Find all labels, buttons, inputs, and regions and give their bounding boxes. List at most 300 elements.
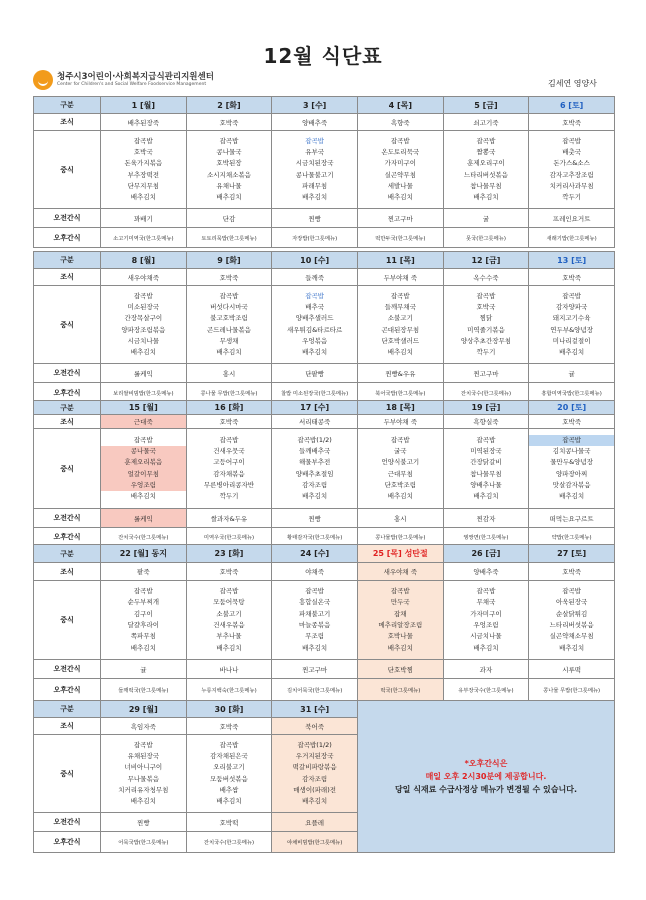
day-label: 구분 [34,701,101,718]
pm-snack-cell: 황태감자국(한그릇메뉴) [272,528,358,547]
pm-snack-label: 오후간식 [34,679,101,701]
pm-snack-label: 오후간식 [34,383,101,403]
pm-snack-cell: 콩나물밥(한그릇메뉴) [357,528,443,547]
menu-item: 우엉조림 [473,621,499,629]
menu-item: 얼갈이무침 [101,469,186,480]
day-label: 구분 [34,545,101,563]
menu-item: 만두국 [390,598,410,607]
porridge-cell: 호박죽 [186,415,272,429]
menu-item: 새우튀김&타르타르 [286,325,343,334]
menu-item: 배추김치 [302,348,328,357]
menu-item: 배추김치 [559,643,585,652]
pm-snack-cell: 흥합미역국밥(한그릇메뉴) [529,383,615,403]
menu-item: 콩나물국 [101,446,186,457]
lunch-label: 중식 [34,286,101,364]
menu-item: 깍두기 [476,348,496,357]
menu-item: 양배추초절임 [295,469,334,478]
lunch-cell [443,286,529,364]
menu-item: 치커리사과무침 [549,181,594,190]
notice-line-3: 당일 식재료 수급사정상 메뉴가 변경될 수 있습니다. [394,785,577,794]
am-snack-cell: 찐빵 [272,209,358,228]
menu-item: 달걀후라이 [127,621,160,629]
lunch-cell [186,286,272,364]
porridge-cell: 야채죽 [272,563,358,581]
am-snack-cell: 찐감자 [443,509,529,528]
lunch-cell [529,286,615,364]
menu-item: 잡곡밥 [219,435,239,444]
lunch-cell [357,429,443,509]
menu-item: 잡곡밥 [133,291,153,300]
day-header: 2 [화] [186,97,272,114]
day-header-saturday: 13 [토] [529,252,615,269]
menu-item: 온도토리묵국 [381,147,420,156]
menu-item: 근대무침 [387,469,413,478]
day-label: 구분 [34,401,101,415]
day-header-holiday: 25 [목] 성탄절 [357,545,443,563]
menu-item: 파채불고기 [298,609,331,618]
lunch-cell [357,131,443,209]
lunch-cell [529,581,615,660]
pm-snack-cell: 콩나물 무밥(한그릇메뉴) [186,383,272,403]
porridge-cell: 호박죽 [186,269,272,286]
menu-item: 건새우뭇국 [213,446,245,455]
menu-item: 배추김치 [559,348,585,357]
day-header: 10 [수] [272,252,358,269]
porridge-cell: 호박죽 [529,415,615,429]
menu-item: 단호박샐러드 [381,336,420,345]
day-header: 4 [목] [357,97,443,114]
org-name: 청주시3어린이·사회복지급식관리지원센터 [57,72,214,82]
porridge-cell: 흑향실죽 [443,415,529,429]
menu-item: 호박국 [476,302,496,311]
am-snack-cell: 롤케익 [101,509,187,528]
menu-item: 무채국 [476,598,496,607]
day-header: 16 [화] [186,401,272,415]
menu-item: 모둠어묵탕 [213,598,245,607]
week-3-table [33,400,615,547]
menu-item: 부추나물 [216,632,242,641]
lunch-cell [186,581,272,660]
menu-item: 소시지채소볶음 [207,170,251,179]
week-1-table [33,96,615,248]
menu-item: 우거지된장국 [295,751,334,760]
menu-item: 너비아니구이 [124,763,163,772]
day-header: 12 [금] [443,252,529,269]
lunch-cell [529,429,615,509]
pm-snack-cell: 새래기밥(한그릇메뉴) [529,228,615,248]
menu-item: 순살닭튀김 [555,609,588,618]
menu-item: 배추김치 [130,348,156,357]
am-snack-cell: 쌀과자&두유 [186,509,272,528]
am-snack-cell: 단감 [186,209,272,228]
menu-item: 배추김치 [216,797,242,806]
pm-snack-cell: 잔치국수(한그릇메뉴) [443,383,529,403]
pm-snack-cell: 김치어묵국(한그릇메뉴) [272,679,358,701]
menu-item: 미나리겉절이 [552,336,591,345]
am-snack-cell: 찐고구마 [443,364,529,383]
day-header-saturday: 6 [토] [529,97,615,114]
lunch-cell [529,131,615,209]
menu-item: 잡곡밥 [305,291,325,300]
menu-item: 잡곡밥 [305,136,325,145]
lunch-cell [272,286,358,364]
day-header: 24 [수] [272,545,358,563]
menu-item: 세발나물 [387,181,413,190]
day-header: 1 [월] [101,97,187,114]
day-header: 18 [목] [357,401,443,415]
porridge-cell: 흑향죽 [357,114,443,131]
menu-item: 가자미구이 [384,159,416,168]
menu-item: 감자조림 [302,480,328,489]
day-header: 27 [토] [529,545,615,563]
am-snack-cell: 찐빵 [272,509,358,528]
menu-item: 마늘종볶음 [298,621,331,629]
menu-item: 양배추샐러드 [295,314,334,323]
menu-item: 건새우볶음 [213,621,245,629]
lunch-label: 중식 [34,581,101,660]
porridge-label: 조식 [34,114,101,131]
menu-item: 시금치나물 [127,336,160,345]
dietitian-name: 김세연 영양사 [548,79,597,88]
day-header: 15 [월] [101,401,187,415]
menu-item: 고등어구이 [213,458,245,467]
lunch-cell [357,286,443,364]
menu-item: 감자채된은국 [210,751,248,760]
menu-item: 치커리유자청무침 [118,785,169,794]
menu-item: 배추김치 [302,643,328,652]
pm-snack-cell: 야채비빔밥(한그릇메뉴) [272,832,358,853]
pm-snack-cell: 못국(한그릇메뉴) [443,228,529,248]
lunch-cell [272,131,358,209]
menu-item: 호박된장 [216,159,242,168]
org-subtitle: Center for Children's and Social Welfare Foodservice Management [57,82,207,87]
menu-item: 양파장조림볶음 [121,325,166,334]
menu-item: 간장목살구이 [124,314,163,323]
day-label: 구분 [34,97,101,114]
menu-item: 잡곡밥 [390,136,410,145]
menu-item: 아욱된장국 [555,598,588,607]
lunch-label: 중식 [34,735,101,813]
am-snack-label: 오전간식 [34,364,101,383]
menu-item: 우엉볶음 [302,336,328,345]
porridge-cell: 서리태콩죽 [272,415,358,429]
menu-item: 물만두&양념장 [550,458,594,467]
menu-item: 맛살감자볶음 [552,480,591,489]
menu-item: 잡곡밥 [133,136,153,145]
porridge-cell: 흑임자죽 [101,718,187,735]
menu-item: 곤드레나물볶음 [207,325,251,334]
porridge-cell: 양배추죽 [443,563,529,581]
lunch-cell [186,735,272,813]
pm-snack-label: 오후간식 [34,832,101,853]
menu-item: 잡곡밥 [476,435,496,444]
menu-item: 오리불고기 [213,763,245,772]
menu-item: 배추김치 [130,643,156,652]
am-snack-cell: 호박떡 [186,813,272,832]
pm-snack-cell: 보리쌀비빔밥(한그릇메뉴) [101,383,187,403]
menu-item: 미역된장국 [470,446,502,455]
notice-box [357,701,614,853]
menu-item: 흥합실온국 [298,598,331,607]
lunch-label: 중식 [34,131,101,209]
menu-item: 순두부찌개 [127,598,160,607]
lunch-cell [101,286,187,364]
menu-item: 시금치된장국 [295,159,334,168]
menu-item: 유채된장국 [127,751,160,760]
day-header: 31 [수] [272,701,358,718]
pm-snack-cell: 유부장국수(한그릇메뉴) [443,679,529,701]
pm-snack-cell: 소고기미역국(한그릇메뉴) [101,228,187,248]
menu-item: 배추국 [305,302,325,311]
pm-snack-cell: 잔치국수(한그릇메뉴) [101,528,187,547]
menu-item: 돈가스&소스 [553,159,590,168]
porridge-cell: 쇠고기죽 [443,114,529,131]
menu-item: 소불고기 [387,314,413,323]
notice-line-2: 매일 오후 2시30분에 제공합니다. [425,772,547,781]
menu-item: 실곤약채소무침 [549,632,594,641]
menu-item: 배추김치 [216,643,242,652]
menu-item: 배추김치 [387,348,413,357]
day-header: 17 [수] [272,401,358,415]
pm-snack-cell: 토토리묵밥(한그릇메뉴) [186,228,272,248]
am-snack-label: 오전간식 [34,209,101,228]
week-5-table [33,700,615,853]
pm-snack-cell: 자장밥(한그릇메뉴) [272,228,358,248]
menu-item: 떡갈비파랑볶음 [292,763,337,772]
menu-item: 우엉조림 [101,480,186,491]
menu-item: 굴국 [394,446,407,455]
menu-item: 배추김치 [473,492,499,501]
menu-item: 소불고기 [216,609,242,618]
lunch-cell [443,429,529,509]
am-snack-cell: 귤 [529,364,615,383]
day-header: 19 [금] [443,401,529,415]
day-header: 30 [화] [186,701,272,718]
menu-item: 무조림 [305,632,325,641]
week-2-table [33,251,615,403]
porridge-cell: 근대죽 [101,415,187,429]
am-snack-cell: 시루떡 [529,660,615,679]
porridge-cell: 팥죽 [101,563,187,581]
am-snack-cell: 바나나 [186,660,272,679]
menu-item: 잡곡밥(1/2) [297,740,332,749]
porridge-cell: 호박죽 [186,114,272,131]
menu-item: 모둠버섯볶음 [210,774,248,783]
am-snack-cell: 귤 [443,209,529,228]
porridge-label: 조식 [34,415,101,429]
page-title: 12월 식단표 [263,44,383,68]
porridge-cell: 호박죽 [186,563,272,581]
menu-item: 잡곡밥 [562,291,582,300]
menu-item: 배추김치 [130,797,156,806]
menu-item: 김치콩나물국 [552,446,591,455]
org-logo [33,70,214,90]
porridge-cell: 두부야채 죽 [357,269,443,286]
menu-item: 잡곡밥 [529,435,614,446]
menu-item: 콩나물불고기 [295,170,334,179]
menu-item: 간장닭갈비 [470,458,502,467]
menu-item: 배추쌈 [219,785,239,794]
menu-item: 잡채 [394,609,407,618]
day-header: 26 [금] [443,545,529,563]
menu-item: 배춧국 [562,147,582,156]
day-header: 8 [월] [101,252,187,269]
menu-item: 무생채 [219,336,239,345]
menu-item: 느타리버섯볶음 [463,170,508,179]
menu-item: 배추김치 [130,193,156,202]
pm-snack-cell: 어묵국밥(한그릇메뉴) [101,832,187,853]
menu-item: 잡곡밥 [390,435,410,444]
am-snack-label: 오전간식 [34,813,101,832]
menu-item: 훈제오리볶음 [101,457,186,468]
menu-item: 짬뽕국 [476,147,496,156]
pm-snack-label: 오후간식 [34,528,101,547]
day-header: 29 [월] [101,701,187,718]
menu-item: 곤대된장무침 [381,325,420,334]
menu-item: 유채나물 [216,181,242,190]
menu-item: 깍두기 [562,193,582,202]
menu-item: 불고호박조림 [210,314,248,323]
menu-item: 잡곡밥 [219,587,239,596]
menu-item: 양배추나물 [470,480,502,489]
am-snack-cell: 찐빵 [101,813,187,832]
menu-item: 잡곡밥(1/2) [297,435,332,444]
lunch-cell [443,131,529,209]
pm-snack-cell: 떡국(한그릇메뉴) [357,679,443,701]
porridge-cell: 호박죽 [529,114,615,131]
menu-item: 들깨배추국 [298,446,331,455]
lunch-cell [357,581,443,660]
menu-item: 배추김치 [302,797,328,806]
lunch-cell [186,131,272,209]
porridge-cell: 새우야채죽 [101,269,187,286]
pm-snack-cell: 북어국밥(한그릇메뉴) [357,383,443,403]
menu-item: 참나물무침 [470,469,502,478]
day-header-saturday: 20 [토] [529,401,615,415]
menu-item: 감자양파국 [555,302,588,311]
menu-item: 쪽파무침 [130,632,156,641]
menu-item: 단무지무침 [127,181,160,190]
am-snack-cell: 단팥빵 [272,364,358,383]
day-header: 3 [수] [272,97,358,114]
lunch-cell [272,429,358,509]
am-snack-cell: 과자 [443,660,529,679]
day-header: 5 [금] [443,97,529,114]
menu-item: 부추장떡전 [127,170,160,179]
pm-snack-label: 오후간식 [34,228,101,248]
menu-item: 잡곡밥 [390,587,410,596]
menu-item: 잡곡밥 [219,740,239,749]
pm-snack-cell: 누룽지백숙(한그릇메뉴) [186,679,272,701]
menu-item: 잡곡밥 [133,435,153,444]
menu-item: 잡곡밥 [562,136,582,145]
lunch-cell [101,429,187,509]
menu-item: 배추김치 [216,348,242,357]
menu-item: 실곤약무침 [384,170,416,179]
am-snack-label: 오전간식 [34,509,101,528]
menu-item: 느타리버섯볶음 [549,621,594,629]
am-snack-cell: 꽈배기 [101,209,187,228]
pm-snack-cell: 잔치국수(한그릇메뉴) [186,832,272,853]
porridge-cell: 들깨죽 [272,269,358,286]
porridge-cell: 두부야채 죽 [357,415,443,429]
porridge-cell: 새우야채 죽 [357,563,443,581]
menu-item: 호박나물 [387,632,413,641]
menu-item: 배추김치 [302,492,328,501]
pm-snack-cell: 들깨떡국(한그릇메뉴) [101,679,187,701]
pm-snack-cell: 미역우국(한그릇메뉴) [186,528,272,547]
menu-item: 연두부&양념장 [550,325,594,334]
menu-item: 파래무침 [302,181,328,190]
porridge-cell: 북어죽 [272,718,358,735]
menu-item: 배추김치 [473,193,499,202]
am-snack-cell: 찐고구마 [272,660,358,679]
am-snack-cell: 귤 [101,660,187,679]
menu-item: 배추김치 [387,193,413,202]
menu-item: 배추김치 [387,492,413,501]
pm-snack-cell: 찰밥 미소된장국(한그릇메뉴) [272,383,358,403]
am-snack-cell: 홍시 [186,364,272,383]
day-header: 9 [화] [186,252,272,269]
smile-logo-icon [33,70,53,90]
menu-item: 콩나물국 [216,147,242,156]
am-snack-cell: 찐빵&우유 [357,364,443,383]
menu-item: 찜닭 [479,314,493,323]
menu-item: 김구이 [133,609,153,618]
am-snack-cell: 홍시 [357,509,443,528]
lunch-cell [443,581,529,660]
am-snack-cell: 요플레 [272,813,358,832]
pm-snack-cell: 약밥(한그릇메뉴) [529,528,615,547]
porridge-label: 조식 [34,718,101,735]
menu-item: 시금치나물 [470,632,502,641]
menu-item: 들깨무채국 [384,302,416,311]
lunch-cell [101,581,187,660]
menu-item: 배추김치 [473,643,499,652]
menu-item: 잡곡밥 [476,291,496,300]
menu-item: 감자조림 [302,774,328,783]
porridge-cell: 배추된장죽 [101,114,187,131]
menu-item: 미역줄기볶음 [467,325,505,334]
day-header: 11 [목] [357,252,443,269]
am-snack-label: 오전간식 [34,660,101,679]
menu-item: 배추김치 [559,492,585,501]
menu-item: 단호박조림 [384,480,416,489]
day-label: 구분 [34,252,101,269]
menu-item: 매생이(파래)전 [293,785,337,794]
menu-item: 깍두기 [219,492,239,501]
pm-snack-cell: 떡만두국(한그릇메뉴) [357,228,443,248]
menu-item: 배추김치 [302,193,328,202]
menu-item: 훈제오리구이 [467,159,505,168]
menu-item: 잡곡밥 [219,291,239,300]
menu-item: 배추김치 [216,193,242,202]
menu-item: 언양식불고기 [381,458,420,467]
menu-item: 배추김치 [387,643,413,652]
menu-item: 잡곡밥 [133,740,153,749]
day-header: 22 [월] 동지 [101,545,187,563]
menu-item: 잡곡밥 [219,136,239,145]
menu-item: 잡곡밥 [562,587,582,596]
menu-item: 해물부추전 [298,458,331,467]
menu-item: 잡곡밥 [476,136,496,145]
menu-item: 유부국 [305,147,325,156]
am-snack-cell: 찐고구마 [357,209,443,228]
menu-item: 호박국 [133,147,153,156]
porridge-label: 조식 [34,269,101,286]
porridge-cell: 호박죽 [529,269,615,286]
lunch-cell [186,429,272,509]
